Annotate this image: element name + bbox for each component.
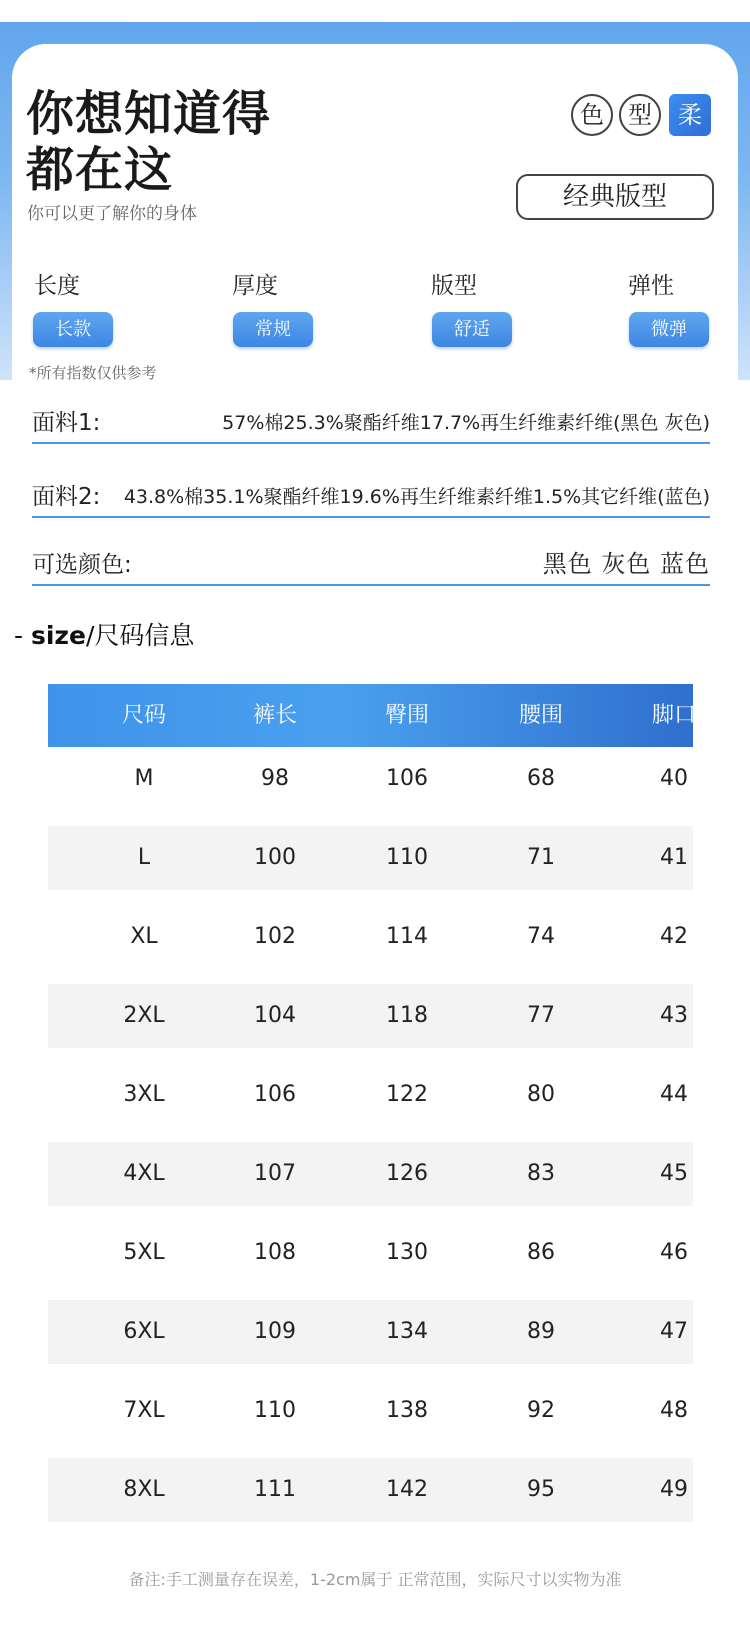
table-cell: 48 (660, 1398, 688, 1423)
header-pants-length: 裤长 (252, 703, 297, 728)
table-row (48, 826, 693, 890)
table-cell: 74 (527, 924, 555, 949)
fabric-1-label: 面料1: (32, 410, 101, 436)
table-cell: 46 (660, 1240, 688, 1265)
table-cell: 7XL (123, 1398, 165, 1423)
table-cell: 122 (386, 1082, 428, 1107)
attr-label-fit: 版型 (431, 273, 477, 299)
table-cell: 106 (254, 1082, 296, 1107)
fabric-row-2 (32, 472, 710, 518)
table-cell: 68 (527, 766, 555, 791)
table-cell: L (137, 845, 151, 870)
table-cell: 41 (660, 845, 688, 870)
table-cell: 45 (660, 1161, 688, 1186)
table-cell: 110 (386, 845, 428, 870)
page-title (26, 86, 271, 198)
title-line-2: 都在这 (26, 142, 174, 198)
table-cell: 6XL (123, 1319, 165, 1344)
table-cell: XL (130, 924, 158, 949)
tag-color: 色 (571, 94, 613, 136)
table-cell: 109 (254, 1319, 296, 1344)
attr-label-length: 长度 (34, 273, 80, 299)
table-cell: 92 (527, 1398, 555, 1423)
fabric-1-value: 57%棉25.3%聚酯纤维17.7%再生纤维素纤维(黑色 灰色) (222, 412, 710, 434)
attr-value-thickness: 常规 (233, 312, 313, 347)
table-cell: 110 (254, 1398, 296, 1423)
table-cell: 130 (386, 1240, 428, 1265)
table-cell: 71 (527, 845, 555, 870)
table-cell: 3XL (123, 1082, 165, 1107)
table-cell: 44 (660, 1082, 688, 1107)
header-hip: 臀围 (384, 703, 429, 728)
table-cell: 100 (254, 845, 296, 870)
classic-fit-badge: 经典版型 (516, 174, 714, 220)
fabric-2-value: 43.8%棉35.1%聚酯纤维19.6%再生纤维素纤维1.5%其它纤维(蓝色) (123, 486, 710, 508)
color-options-value: 黑色 灰色 蓝色 (542, 550, 710, 578)
table-cell: 138 (386, 1398, 428, 1423)
table-cell: 114 (386, 924, 428, 949)
table-cell: 42 (660, 924, 688, 949)
table-cell: 102 (254, 924, 296, 949)
table-cell: 77 (527, 1003, 555, 1028)
table-cell: 4XL (123, 1161, 165, 1186)
table-cell: 5XL (123, 1240, 165, 1265)
table-row (48, 1221, 693, 1285)
header-hem: 脚口 (651, 703, 696, 728)
table-cell: 83 (527, 1161, 555, 1186)
table-cell: 111 (254, 1477, 296, 1502)
page-subtitle: 你可以更了解你的身体 (27, 204, 197, 224)
size-heading-bold: size (30, 621, 86, 650)
tag-fit: 型 (619, 94, 661, 136)
table-row (48, 1142, 693, 1206)
table-cell: 8XL (123, 1477, 165, 1502)
tag-soft: 柔 (669, 94, 711, 136)
fabric-2-label: 面料2: (32, 484, 101, 510)
attr-label-elasticity: 弹性 (628, 273, 674, 299)
table-row (48, 747, 693, 811)
attr-value-elasticity: 微弹 (629, 312, 709, 347)
size-section-heading (14, 616, 194, 652)
table-cell: 86 (527, 1240, 555, 1265)
table-cell: 89 (527, 1319, 555, 1344)
table-cell: 40 (660, 766, 688, 791)
fabric-row-1 (32, 398, 710, 444)
table-cell: 126 (386, 1161, 428, 1186)
table-cell: 107 (254, 1161, 296, 1186)
table-cell: 134 (386, 1319, 428, 1344)
table-cell: 106 (386, 766, 428, 791)
size-table-header (48, 684, 696, 747)
table-row (48, 1379, 693, 1443)
footer-note: 备注:手工测量存在误差，1-2cm属于 正常范围，实际尺寸以实物为准 (128, 1570, 622, 1589)
table-cell: M (134, 766, 154, 791)
table-cell: 108 (254, 1240, 296, 1265)
size-heading-rest: /尺码信息 (85, 621, 195, 650)
table-cell: 49 (660, 1477, 688, 1502)
attr-label-thickness: 厚度 (232, 273, 278, 299)
table-cell: 95 (527, 1477, 555, 1502)
attr-value-length: 长款 (33, 312, 113, 347)
color-options-row (32, 540, 710, 586)
reference-note: *所有指数仅供参考 (29, 364, 157, 382)
table-row (48, 1458, 693, 1522)
table-cell: 118 (386, 1003, 428, 1028)
table-row (48, 984, 693, 1048)
table-cell: 80 (527, 1082, 555, 1107)
size-heading-prefix: - (14, 621, 31, 650)
attr-value-fit: 舒适 (432, 312, 512, 347)
table-cell: 43 (660, 1003, 688, 1028)
header-waist: 腰围 (518, 703, 563, 728)
table-row (48, 1063, 693, 1127)
title-line-1: 你想知道得 (26, 86, 272, 142)
table-row (48, 1300, 693, 1364)
table-row (48, 905, 693, 969)
table-cell: 104 (254, 1003, 296, 1028)
table-cell: 98 (261, 766, 289, 791)
table-cell: 2XL (123, 1003, 165, 1028)
table-cell: 47 (660, 1319, 688, 1344)
color-options-label: 可选颜色: (32, 552, 132, 578)
header-size: 尺码 (121, 703, 166, 728)
table-cell: 142 (386, 1477, 428, 1502)
